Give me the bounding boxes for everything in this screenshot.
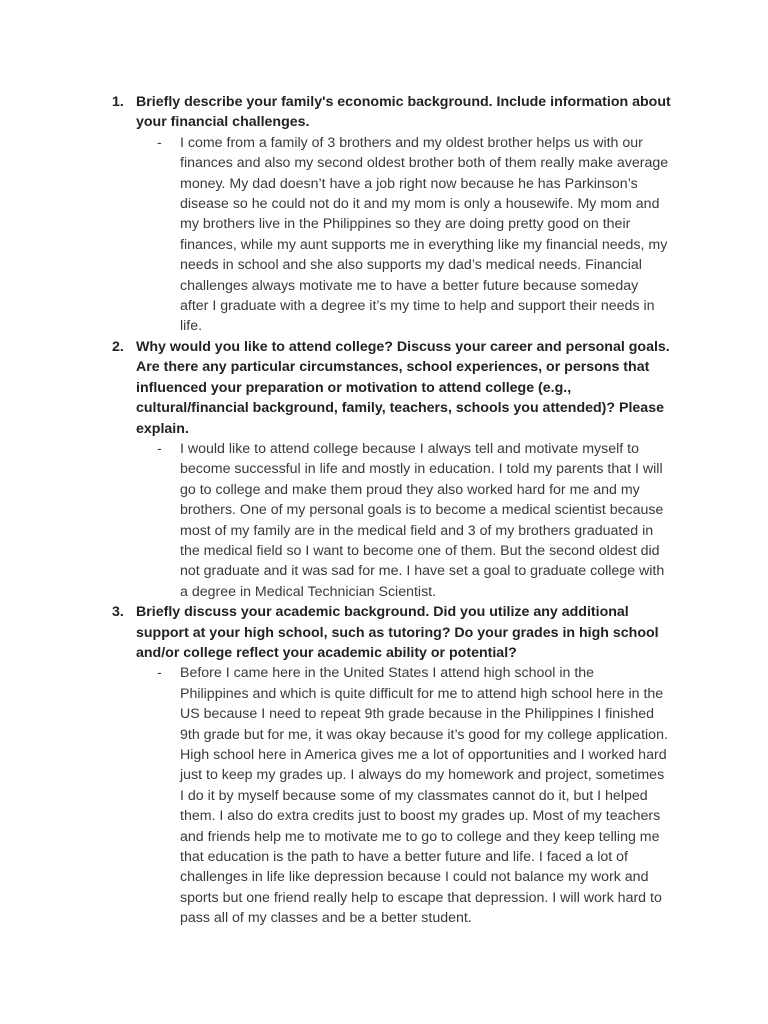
- answer-text: [180, 439, 680, 602]
- question-text: Briefly discuss your academic background. Did you utilize any additional support at your high school, such as tutoring? Do your grades in high school and/or college reflect your academic ability or potential?: [136, 604, 659, 661]
- answer-line: become successful in life and mostly in education. I told my parents that I will: [180, 461, 663, 478]
- answer-line: a degree in Medical Technician Scientist.: [180, 583, 437, 600]
- answer-line: not graduate and it was sad for me. I have set a goal to graduate college with: [180, 563, 665, 580]
- answer-line: I do it by myself because some of my classmates cannot do it, but I helped: [180, 787, 648, 804]
- answer-line: my brothers live in the Philippines so they are doing pretty good on their: [180, 216, 631, 233]
- answer-bullet: -: [157, 440, 162, 457]
- answer-line: most of my family are in the medical field and 3 of my brothers graduated in: [180, 522, 654, 539]
- answer-line: brothers. One of my personal goals is to become a medical scientist because: [180, 502, 664, 519]
- answer-block: [0, 663, 768, 928]
- answer-line: money. My dad doesn’t have a job right now because he has Parkinson’s: [180, 175, 638, 192]
- answer-line: finances and also my second oldest brother both of them really make average: [180, 155, 669, 172]
- answer-block: [0, 133, 768, 337]
- answer-line: disease so he could not do it and my mom is only a housewife. My mom and: [180, 196, 660, 213]
- answer-line: that education is the path to have a better future and life. I faced a lot of: [180, 849, 628, 866]
- answer-line: US because I need to repeat 9th grade because in the Philippines I finished: [180, 706, 655, 723]
- question-text: Briefly describe your family's economic background. Include information about your financial challenges.: [136, 94, 671, 131]
- answer-line: just to keep my grades up. I always do my homework and project, sometimes: [180, 767, 665, 784]
- question-list: [0, 92, 768, 929]
- answer-line: challenges always motivate me to have a better future because someday: [180, 277, 639, 294]
- answer-text: [180, 133, 680, 337]
- answer-line: High school here in America gives me a lot of opportunities and I worked hard: [180, 747, 667, 763]
- question-number: 1.: [112, 94, 124, 110]
- answer-bullet: -: [157, 134, 162, 151]
- question-item-2: [0, 337, 768, 602]
- answer-block: [0, 439, 768, 602]
- answer-line: needs in school and she also supports my dad’s medical needs. Financial: [180, 257, 642, 274]
- answer-text: [180, 663, 680, 928]
- answer-line: them. I also do extra credits just to boost my grades up. Most of my teachers: [180, 808, 661, 825]
- answer-line: I come from a family of 3 brothers and my oldest brother helps us with our: [180, 134, 643, 151]
- answer-line: sports but one friend really help to escape that depression. I will work hard to: [180, 889, 662, 906]
- answer-line: challenges in life like depression because I could not balance my work and: [180, 869, 649, 886]
- answer-line: and friends help me to motivate me to go to college and they keep telling me: [180, 828, 660, 845]
- answer-line: after I graduate with a degree it’s my time to help and support their needs in: [180, 298, 655, 315]
- question-item-1: [0, 92, 768, 337]
- question-number: 3.: [112, 604, 124, 621]
- answer-line: pass all of my classes and be a better student.: [180, 910, 472, 927]
- question-text: Why would you like to attend college? Discuss your career and personal goals. Are there any particular circumstances, school experiences, or persons that influenced your preparation or motivation to attend college (e.g., cultural/financial background, family, teachers, schools you attended)? Please explain.: [136, 338, 670, 437]
- answer-line: Before I came here in the United States I attend high school in the: [180, 665, 595, 682]
- answer-line: go to college and make them proud they also worked hard for me and my: [180, 481, 640, 498]
- answer-line: the medical field so I want to become one of them. But the second oldest did: [180, 542, 660, 559]
- answer-line: Philippines and which is quite difficult for me to attend high school here in the: [180, 685, 664, 702]
- answer-line: I would like to attend college because I always tell and motivate myself to: [180, 440, 639, 457]
- answer-line: finances, while my aunt supports me in everything like my financial needs, my: [180, 236, 668, 253]
- answer-bullet: -: [157, 665, 162, 682]
- question-number: 2.: [112, 338, 124, 355]
- answer-line: life.: [180, 318, 203, 335]
- answer-line: 9th grade but for me, it was okay because it’s good for my college application.: [180, 726, 668, 743]
- question-item-3: [0, 602, 768, 929]
